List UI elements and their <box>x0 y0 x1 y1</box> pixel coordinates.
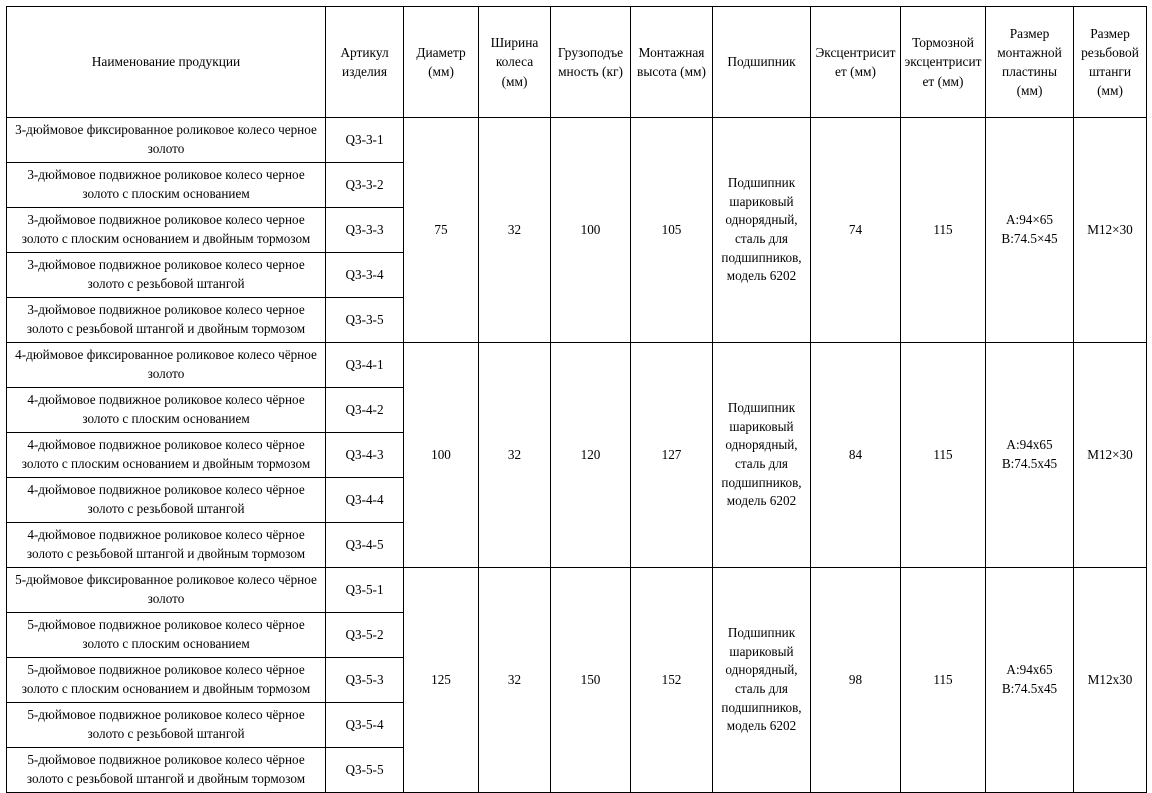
eccentricity-value: 84 <box>811 343 901 568</box>
plate-size-value <box>986 118 1074 343</box>
product-name: 5-дюймовое фиксированное роликовое колесо чёрное золото <box>7 568 326 613</box>
column-header-brake-eccentricity: Тормозной эксцентриситет (мм) <box>901 7 986 118</box>
wheel-width-value: 32 <box>479 118 551 343</box>
column-header-wheel-width: Ширина колеса (мм) <box>479 7 551 118</box>
load-capacity-value: 150 <box>551 568 631 793</box>
column-header-mounting-height: Монтажная высота (мм) <box>631 7 713 118</box>
column-header-sku: Артикул изделия <box>326 7 404 118</box>
product-sku: Q3-5-4 <box>326 703 404 748</box>
product-sku: Q3-3-5 <box>326 298 404 343</box>
product-sku: Q3-4-5 <box>326 523 404 568</box>
plate-size-b: B:74.5x45 <box>1001 681 1058 696</box>
product-name: 4-дюймовое подвижное роликовое колесо чёрное золото с плоским основанием и двойным тормозом <box>7 433 326 478</box>
product-name: 4-дюймовое подвижное роликовое колесо чёрное золото с резьбовой штангой и двойным тормозом <box>7 523 326 568</box>
plate-size-a: A:94x65 <box>1006 437 1053 453</box>
product-sku: Q3-3-1 <box>326 118 404 163</box>
column-header-eccentricity: Эксцентриситет (мм) <box>811 7 901 118</box>
wheel-width-value: 32 <box>479 343 551 568</box>
brake-eccentricity-value: 115 <box>901 343 986 568</box>
product-sku: Q3-3-3 <box>326 208 404 253</box>
product-name: 4-дюймовое подвижное роликовое колесо чёрное золото с плоским основанием <box>7 388 326 433</box>
product-name: 5-дюймовое подвижное роликовое колесо чёрное золото с резьбовой штангой <box>7 703 326 748</box>
product-name: 3-дюймовое подвижное роликовое колесо черное золото с резьбовой штангой и двойным тормозом <box>7 298 326 343</box>
threaded-rod-value: M12×30 <box>1074 118 1147 343</box>
column-header-threaded-rod: Размер резьбовой штанги (мм) <box>1074 7 1147 118</box>
eccentricity-value: 74 <box>811 118 901 343</box>
plate-size-a: A:94x65 <box>1006 662 1053 678</box>
mounting-height-value: 127 <box>631 343 713 568</box>
column-header-plate-size: Размер монтажной пластины (мм) <box>986 7 1074 118</box>
mounting-height-value: 105 <box>631 118 713 343</box>
eccentricity-value: 98 <box>811 568 901 793</box>
column-header-diameter: Диаметр (мм) <box>404 7 479 118</box>
product-name: 3-дюймовое фиксированное роликовое колесо черное золото <box>7 118 326 163</box>
diameter-value: 125 <box>404 568 479 793</box>
threaded-rod-value: M12×30 <box>1074 343 1147 568</box>
diameter-value: 75 <box>404 118 479 343</box>
table-body <box>7 118 1147 793</box>
product-name: 4-дюймовое фиксированное роликовое колесо чёрное золото <box>7 343 326 388</box>
threaded-rod-value: M12x30 <box>1074 568 1147 793</box>
load-capacity-value: 120 <box>551 343 631 568</box>
column-header-bearing: Подшипник <box>713 7 811 118</box>
brake-eccentricity-value: 115 <box>901 118 986 343</box>
column-header-product-name: Наименование продукции <box>7 7 326 118</box>
product-sku: Q3-3-2 <box>326 163 404 208</box>
plate-size-a: A:94×65 <box>1006 212 1053 228</box>
product-sku: Q3-5-5 <box>326 748 404 793</box>
table-row <box>7 118 1147 163</box>
product-sku: Q3-5-1 <box>326 568 404 613</box>
product-name: 3-дюймовое подвижное роликовое колесо черное золото с плоским основанием <box>7 163 326 208</box>
product-sku: Q3-4-2 <box>326 388 404 433</box>
column-header-load-capacity: Грузоподъемность (кг) <box>551 7 631 118</box>
product-name: 5-дюймовое подвижное роликовое колесо чёрное золото с резьбовой штангой и двойным тормозом <box>7 748 326 793</box>
diameter-value: 100 <box>404 343 479 568</box>
brake-eccentricity-value: 115 <box>901 568 986 793</box>
product-name: 5-дюймовое подвижное роликовое колесо чёрное золото с плоским основанием и двойным тормозом <box>7 658 326 703</box>
table-row <box>7 568 1147 613</box>
product-name: 3-дюймовое подвижное роликовое колесо черное золото с плоским основанием и двойным тормозом <box>7 208 326 253</box>
product-name: 5-дюймовое подвижное роликовое колесо чёрное золото с плоским основанием <box>7 613 326 658</box>
bearing-value: Подшипник шариковый однорядный, сталь для подшипников, модель 6202 <box>713 343 811 568</box>
plate-size-value <box>986 568 1074 793</box>
product-specification-table <box>6 6 1147 793</box>
product-name: 4-дюймовое подвижное роликовое колесо чёрное золото с резьбовой штангой <box>7 478 326 523</box>
product-sku: Q3-4-3 <box>326 433 404 478</box>
load-capacity-value: 100 <box>551 118 631 343</box>
bearing-value: Подшипник шариковый однорядный, сталь для подшипников, модель 6202 <box>713 118 811 343</box>
wheel-width-value: 32 <box>479 568 551 793</box>
product-sku: Q3-4-1 <box>326 343 404 388</box>
plate-size-value <box>986 343 1074 568</box>
product-sku: Q3-3-4 <box>326 253 404 298</box>
product-sku: Q3-5-2 <box>326 613 404 658</box>
product-name: 3-дюймовое подвижное роликовое колесо черное золото с резьбовой штангой <box>7 253 326 298</box>
mounting-height-value: 152 <box>631 568 713 793</box>
plate-size-b: B:74.5x45 <box>1001 456 1058 471</box>
header-row <box>7 7 1147 118</box>
plate-size-b: B:74.5×45 <box>1001 231 1058 246</box>
bearing-value: Подшипник шариковый однорядный, сталь для подшипников, модель 6202 <box>713 568 811 793</box>
table-row <box>7 343 1147 388</box>
table-header <box>7 7 1147 118</box>
product-sku: Q3-5-3 <box>326 658 404 703</box>
product-sku: Q3-4-4 <box>326 478 404 523</box>
